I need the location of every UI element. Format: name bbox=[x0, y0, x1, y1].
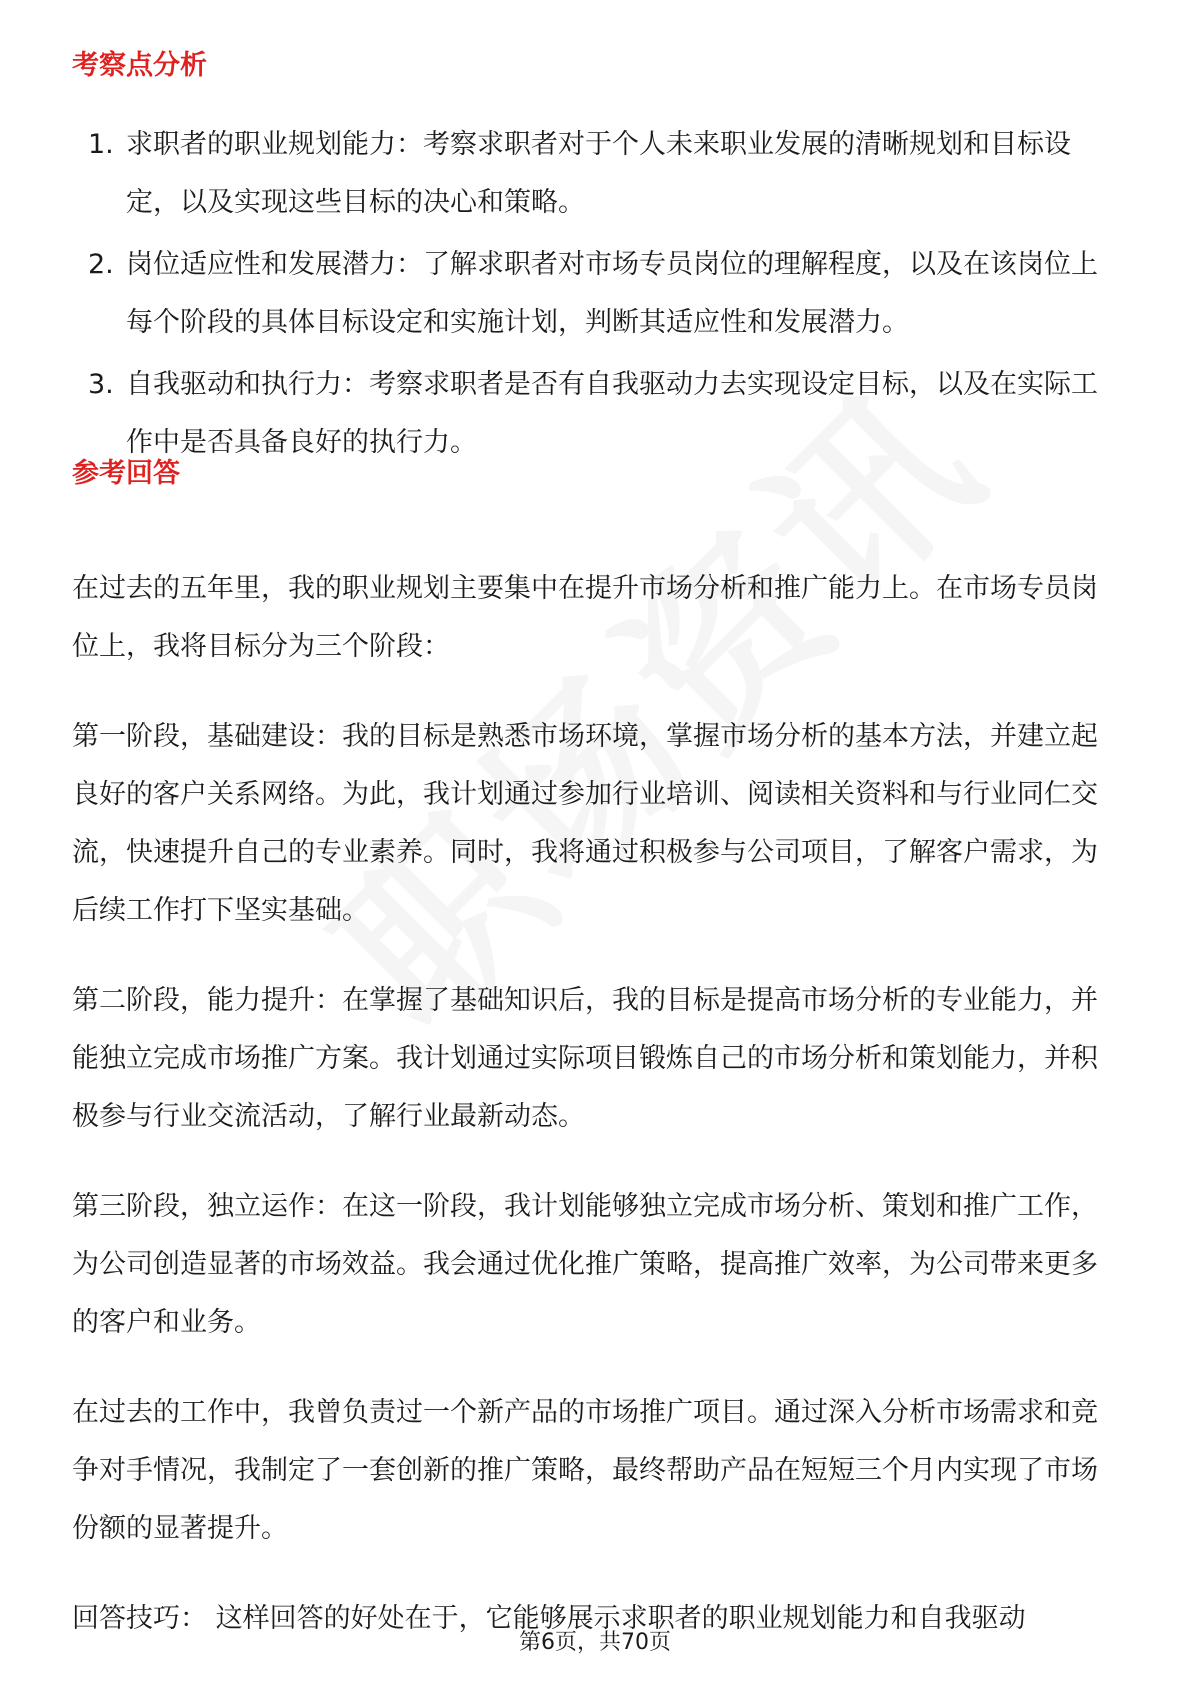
paragraph-stage-two: 第二阶段，能力提升：在掌握了基础知识后，我的目标是提高市场分析的专业能力，并能独立完成市场推广方案。我计划通过实际项目锻炼自己的市场分析和策划能力，并积极参与行业交流活动，了解行业最新动态。 bbox=[72, 985, 1098, 1132]
answer-body bbox=[72, 560, 1122, 1680]
list-item-text: 求职者的职业规划能力：考察求职者对于个人未来职业发展的清晰规划和目标设定，以及实现这些目标的决心和策略。 bbox=[126, 129, 1071, 218]
list-item bbox=[88, 116, 1116, 232]
page-number: 第6页，共70页 bbox=[519, 1630, 671, 1655]
section-title-analysis: 考察点分析 bbox=[72, 50, 207, 81]
list-item bbox=[88, 356, 1116, 472]
list-item-number: 3. bbox=[88, 369, 114, 400]
section-title-reference-answer: 参考回答 bbox=[72, 458, 180, 489]
list-item-text: 岗位适应性和发展潜力：了解求职者对市场专员岗位的理解程度，以及在该岗位上每个阶段的具体目标设定和实施计划，判断其适应性和发展潜力。 bbox=[126, 249, 1098, 338]
paragraph-stage-three: 第三阶段，独立运作：在这一阶段，我计划能够独立完成市场分析、策划和推广工作，为公司创造显著的市场效益。我会通过优化推广策略，提高推广效率，为公司带来更多的客户和业务。 bbox=[72, 1191, 1098, 1338]
list-item bbox=[88, 236, 1116, 352]
paragraph-experience: 在过去的工作中，我曾负责过一个新产品的市场推广项目。通过深入分析市场需求和竞争对手情况，我制定了一套创新的推广策略，最终帮助产品在短短三个月内实现了市场份额的显著提升。 bbox=[72, 1397, 1098, 1544]
analysis-list bbox=[0, 116, 1190, 476]
paragraph-stage-one: 第一阶段，基础建设：我的目标是熟悉市场环境，掌握市场分析的基本方法，并建立起良好的客户关系网络。为此，我计划通过参加行业培训、阅读相关资料和与行业同仁交流，快速提升自己的专业素养。同时，我将通过积极参与公司项目，了解客户需求，为后续工作打下坚实基础。 bbox=[72, 721, 1098, 926]
paragraph-tips: 回答技巧： 这样回答的好处在于，它能够展示求职者的职业规划能力和自我驱动 bbox=[72, 1603, 1026, 1634]
list-item-text: 自我驱动和执行力：考察求职者是否有自我驱动力去实现设定目标，以及在实际工作中是否具备良好的执行力。 bbox=[126, 369, 1098, 458]
list-item-number: 2. bbox=[88, 249, 114, 280]
paragraph-intro: 在过去的五年里，我的职业规划主要集中在提升市场分析和推广能力上。在市场专员岗位上，我将目标分为三个阶段： bbox=[72, 573, 1098, 662]
list-item-number: 1. bbox=[88, 129, 114, 160]
